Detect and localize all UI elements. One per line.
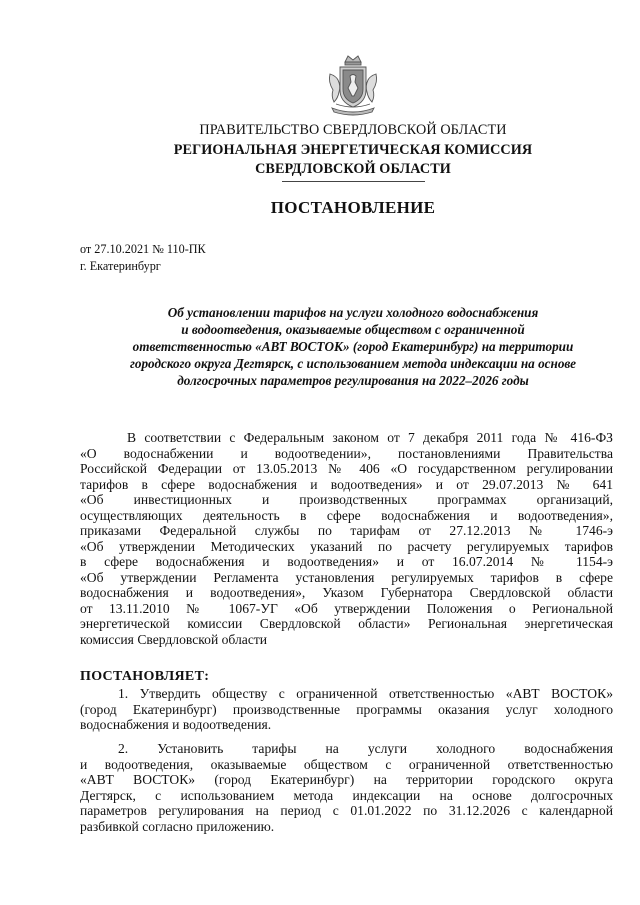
- paragraph-line: и водоотведения, оказываемые обществом с ограниченной ответственностью: [80, 756, 613, 772]
- subject-line: и водоотведения, оказываемые обществом с ограниченной: [181, 322, 525, 337]
- paragraph-line: Дегтярск, с использованием метода индексации на основе долгосрочных: [80, 787, 613, 803]
- paragraph-line: от 13.11.2010 № 1067-УГ «Об утверждении Положения о Региональной: [80, 600, 613, 616]
- subject-line: Об установлении тарифов на услуги холодного водоснабжения: [167, 305, 539, 320]
- resolve-label: ПОСТАНОВЛЯЕТ:: [80, 669, 210, 684]
- item-1-paragraph: [80, 686, 613, 733]
- region-header: СВЕРДЛОВСКОЙ ОБЛАСТИ: [255, 161, 451, 177]
- government-header: ПРАВИТЕЛЬСТВО СВЕРДЛОВСКОЙ ОБЛАСТИ: [199, 122, 507, 138]
- paragraph-line: Российской Федерации от 13.05.2013 № 406 «О государственном регулировании: [80, 461, 613, 476]
- subject-line: долгосрочных параметров регулирования на 2022–2026 годы: [177, 373, 529, 388]
- paragraph-line: водоснабжения и водоотведения.: [80, 717, 272, 732]
- paragraph-line: параметров регулирования на период с 01.01.2022 по 31.12.2026 с календарной: [80, 803, 613, 818]
- preamble-paragraph: [80, 430, 613, 647]
- paragraph-line: (город Екатеринбург) производственные программы оказания услуг холодного: [80, 701, 613, 717]
- document-title: ПОСТАНОВЛЕНИЕ: [270, 198, 436, 217]
- paragraph-line: «Об утверждении Методических указаний по расчету регулируемых тарифов: [80, 538, 613, 554]
- paragraph-line: приказами Федеральной службы по тарифам от 27.12.2013 № 1746-э: [80, 523, 613, 538]
- commission-header: РЕГИОНАЛЬНАЯ ЭНЕРГЕТИЧЕСКАЯ КОМИССИЯ: [173, 142, 533, 158]
- paragraph-line: «АВТ ВОСТОК» (город Екатеринбург) на территории городского округа: [80, 772, 613, 787]
- paragraph-line: комиссия Свердловской области: [80, 631, 268, 647]
- paragraph-line: «О водоснабжении и водоотведении», постановлениями Правительства: [80, 445, 613, 461]
- paragraph-line: 2. Установить тарифы на услуги холодного водоснабжения: [118, 741, 613, 756]
- paragraph-line: энергетической комиссии Свердловской области» Региональная энергетическая: [80, 616, 613, 631]
- document-subject: [110, 304, 596, 389]
- paragraph-line: «Об утверждении Регламента установления регулируемых тарифов в сфере: [80, 569, 613, 585]
- subject-line: ответственностью «АВТ ВОСТОК» (город Екатеринбург) на территории: [132, 339, 574, 354]
- header-divider: [282, 181, 425, 182]
- paragraph-line: в сфере водоснабжения и водоотведения» и от 16.07.2014 № 1154-э: [80, 554, 613, 569]
- paragraph-line: осуществляющих деятельность в сфере водоснабжения и водоотведения»,: [80, 507, 613, 523]
- paragraph-line: «Об инвестиционных и производственных программах организаций,: [80, 492, 613, 507]
- document-date-number: от 27.10.2021 № 110-ПК: [80, 242, 206, 256]
- document-city: г. Екатеринбург: [80, 259, 161, 273]
- paragraph-line: разбивкой согласно приложению.: [80, 818, 275, 834]
- paragraph-line: водоснабжения и водоотведения», Указом Губернатора Свердловской области: [80, 585, 613, 600]
- paragraph-line: 1. Утвердить обществу с ограниченной ответственностью «АВТ ВОСТОК»: [118, 686, 613, 701]
- paragraph-line: тарифов в сфере водоснабжения и водоотведения» и от 29.07.2013 № 641: [80, 476, 613, 492]
- subject-line: городского округа Дегтярск, с использованием метода индексации на основе: [129, 356, 577, 371]
- paragraph-line: В соответствии с Федеральным законом от 7 декабря 2011 года № 416-ФЗ: [127, 430, 613, 445]
- coat-of-arms-icon: [324, 52, 382, 118]
- item-2-paragraph: [80, 741, 613, 834]
